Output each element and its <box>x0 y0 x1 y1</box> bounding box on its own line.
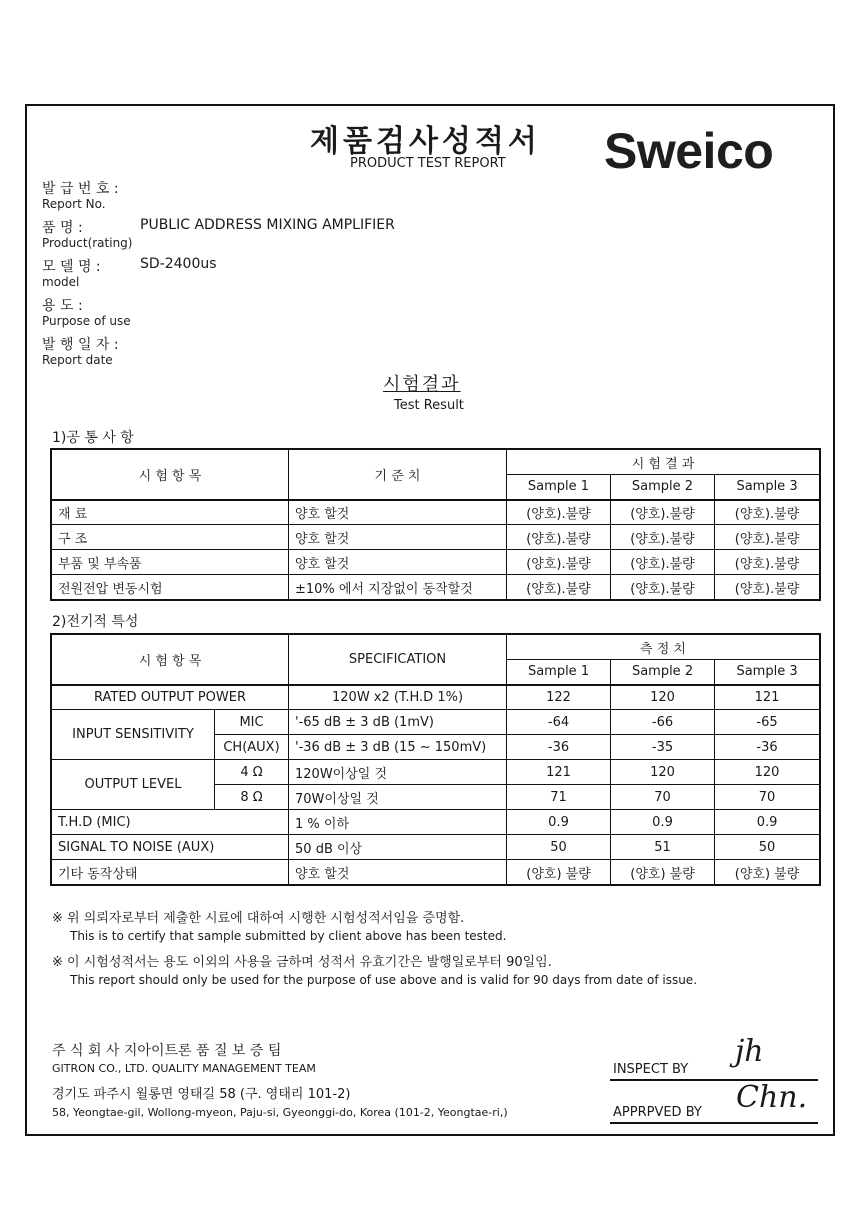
s2-head-measure: 측 정 치 <box>507 635 820 660</box>
s1-sample-1: Sample 1 <box>507 475 611 500</box>
s2-head-item: 시 험 항 목 <box>52 635 289 685</box>
report-no-label: 발 급 번 호 : <box>42 181 119 197</box>
s1-result: (양호).불량 <box>507 575 611 600</box>
report-date-label: 발 행 일 자 : <box>42 337 119 353</box>
table-row <box>52 835 820 860</box>
etc-item: 기타 동작상태 <box>52 860 289 885</box>
purpose-label-en: Purpose of use <box>42 314 131 328</box>
measure-value: -36 <box>715 735 820 760</box>
measure-value: 122 <box>507 685 611 710</box>
inspect-by-label: INSPECT BY <box>613 1062 689 1077</box>
output-sub: 4 Ω <box>215 760 289 785</box>
s1-head-result: 시 험 결 과 <box>507 450 820 475</box>
product-label-en: Product(rating) <box>42 236 133 250</box>
etc-spec: 양호 할것 <box>289 860 507 885</box>
approve-sign-line <box>610 1122 818 1124</box>
output-spec: 120W이상일 것 <box>289 760 507 785</box>
product-label: 품 명 : <box>42 220 83 236</box>
s1-head-item: 시 험 항 목 <box>52 450 289 500</box>
measure-value: -65 <box>715 710 820 735</box>
approved-by-label: APPRPVED BY <box>613 1105 702 1120</box>
s1-sample-3: Sample 3 <box>715 475 820 500</box>
table-row <box>52 710 820 735</box>
measure-value: 120 <box>611 685 715 710</box>
measure-value: 120 <box>715 760 820 785</box>
note-1-en: This is to certify that sample submitted by client above has been tested. <box>70 929 507 943</box>
company-korean: 주 식 회 사 지아이트론 품 질 보 증 팀 <box>52 1043 282 1059</box>
s1-item: 구 조 <box>52 525 289 550</box>
table-row <box>52 575 820 600</box>
measure-value: 51 <box>611 835 715 860</box>
note-2: ※ 이 시험성적서는 용도 이외의 사용을 금하며 성적서 유효기간은 발행일로부터 90일임. <box>52 955 552 970</box>
s1-item: 재 료 <box>52 500 289 525</box>
measure-value: 70 <box>611 785 715 810</box>
model-label-en: model <box>42 275 80 289</box>
model-value: SD-2400us <box>140 256 217 272</box>
s1-result: (양호).불량 <box>507 525 611 550</box>
section2-title: 2)전기적 특성 <box>52 614 139 630</box>
report-no-label-en: Report No. <box>42 197 106 211</box>
rated-output-item: RATED OUTPUT POWER <box>52 685 289 710</box>
snr-item: SIGNAL TO NOISE (AUX) <box>52 835 289 860</box>
input-sensitivity-item: INPUT SENSITIVITY <box>52 710 215 760</box>
measure-value: 50 <box>715 835 820 860</box>
table-row <box>52 760 820 785</box>
output-spec: 70W이상일 것 <box>289 785 507 810</box>
s1-result: (양호).불량 <box>507 500 611 525</box>
section1-title: 1)공 통 사 항 <box>52 430 134 446</box>
s1-result: (양호).불량 <box>611 575 715 600</box>
s1-result: (양호).불량 <box>611 550 715 575</box>
address-korean: 경기도 파주시 월롱면 영태길 58 (구. 영태리 101-2) <box>52 1087 351 1102</box>
s1-item: 전원전압 변동시험 <box>52 575 289 600</box>
thd-item: T.H.D (MIC) <box>52 810 289 835</box>
measure-value: (양호) 불량 <box>507 860 611 885</box>
measure-value: 120 <box>611 760 715 785</box>
report-date-label-en: Report date <box>42 353 113 367</box>
thd-spec: 1 % 이하 <box>289 810 507 835</box>
brand-logo: Sweico <box>604 123 774 179</box>
measure-value: -64 <box>507 710 611 735</box>
measure-value: -66 <box>611 710 715 735</box>
input-sub: CH(AUX) <box>215 735 289 760</box>
s2-sample-3: Sample 3 <box>715 660 820 685</box>
table-row <box>52 500 820 525</box>
output-level-item: OUTPUT LEVEL <box>52 760 215 810</box>
s1-result: (양호).불량 <box>715 525 820 550</box>
test-result-title-en: Test Result <box>394 398 464 413</box>
s1-standard: ±10% 에서 지장없이 동작할것 <box>289 575 507 600</box>
title-english: PRODUCT TEST REPORT <box>350 156 506 171</box>
s1-result: (양호).불량 <box>611 500 715 525</box>
s1-head-standard: 기 준 치 <box>289 450 507 500</box>
approve-signature: Chn. <box>736 1080 808 1115</box>
s1-standard: 양호 할것 <box>289 550 507 575</box>
table-row <box>52 810 820 835</box>
measure-value: 0.9 <box>715 810 820 835</box>
s2-sample-2: Sample 2 <box>611 660 715 685</box>
measure-value: 71 <box>507 785 611 810</box>
s1-result: (양호).불량 <box>715 575 820 600</box>
s2-head-spec: SPECIFICATION <box>289 635 507 685</box>
s2-sample-1: Sample 1 <box>507 660 611 685</box>
table-row <box>52 860 820 885</box>
table-row <box>52 550 820 575</box>
company-english: GITRON CO., LTD. QUALITY MANAGEMENT TEAM <box>52 1062 316 1075</box>
inspect-signature: jh <box>735 1034 764 1069</box>
measure-value: (양호) 불량 <box>715 860 820 885</box>
s1-sample-2: Sample 2 <box>611 475 715 500</box>
measure-value: 121 <box>507 760 611 785</box>
rated-output-spec: 120W x2 (T.H.D 1%) <box>289 685 507 710</box>
measure-value: 70 <box>715 785 820 810</box>
note-1: ※ 위 의뢰자로부터 제출한 시료에 대하여 시행한 시험성적서임을 증명함. <box>52 911 465 926</box>
snr-spec: 50 dB 이상 <box>289 835 507 860</box>
s1-result: (양호).불량 <box>611 525 715 550</box>
input-spec: '-65 dB ± 3 dB (1mV) <box>289 710 507 735</box>
title-korean: 제품검사성적서 <box>310 124 541 159</box>
measure-value: 0.9 <box>611 810 715 835</box>
measure-value: 0.9 <box>507 810 611 835</box>
address-english: 58, Yeongtae-gil, Wollong-myeon, Paju-si, Gyeonggi-do, Korea (101-2, Yeongtae-ri,) <box>52 1106 508 1119</box>
measure-value: (양호) 불량 <box>611 860 715 885</box>
s1-standard: 양호 할것 <box>289 525 507 550</box>
input-spec: '-36 dB ± 3 dB (15 ~ 150mV) <box>289 735 507 760</box>
note-2-en: This report should only be used for the purpose of use above and is valid for 90 days from date of issue. <box>70 973 698 987</box>
output-sub: 8 Ω <box>215 785 289 810</box>
s1-result: (양호).불량 <box>715 500 820 525</box>
measure-value: 121 <box>715 685 820 710</box>
purpose-label: 용 도 : <box>42 298 83 314</box>
test-result-title: 시험결과 <box>383 374 461 395</box>
common-items-table <box>51 449 820 600</box>
table-row <box>52 525 820 550</box>
measure-value: -35 <box>611 735 715 760</box>
table-row <box>52 685 820 710</box>
s1-standard: 양호 할것 <box>289 500 507 525</box>
s1-item: 부품 및 부속품 <box>52 550 289 575</box>
model-label: 모 델 명 : <box>42 259 101 275</box>
measure-value: 50 <box>507 835 611 860</box>
electrical-table <box>51 634 820 885</box>
input-sub: MIC <box>215 710 289 735</box>
s1-result: (양호).불량 <box>507 550 611 575</box>
s1-result: (양호).불량 <box>715 550 820 575</box>
measure-value: -36 <box>507 735 611 760</box>
product-value: PUBLIC ADDRESS MIXING AMPLIFIER <box>140 217 395 233</box>
